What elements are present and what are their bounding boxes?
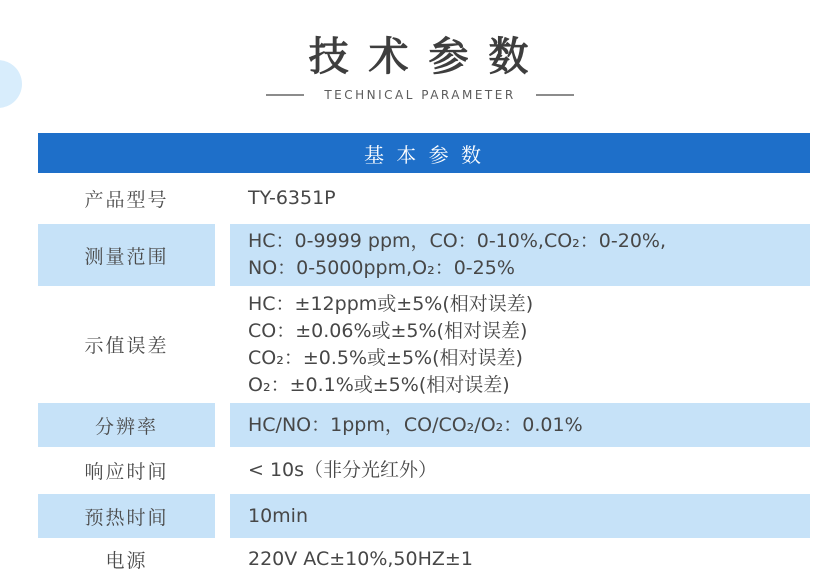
value-line: 220V AC±10%,50HZ±1	[248, 548, 473, 570]
cell-gap	[215, 447, 230, 494]
page-subtitle	[0, 88, 840, 102]
value-line: < 10s（非分光红外）	[248, 459, 438, 481]
row-value	[230, 286, 810, 403]
table-row-measure-range	[38, 224, 810, 286]
page-title: 技 术 参 数	[308, 34, 532, 80]
row-value	[230, 447, 810, 494]
row-label: 预热时间	[38, 494, 215, 538]
value-line: HC：±12ppm或±5%(相对误差)	[248, 292, 534, 315]
value-line: HC/NO：1ppm，CO/CO₂/O₂：0.01%	[248, 413, 583, 436]
row-value	[230, 224, 810, 286]
value-line: TY-6351P	[248, 187, 336, 209]
cell-gap	[215, 224, 230, 286]
table-row-power-supply	[38, 538, 810, 581]
table-row-resolution	[38, 403, 810, 447]
cell-gap	[215, 494, 230, 538]
table-row-response-time	[38, 447, 810, 494]
row-value	[230, 173, 810, 224]
row-label: 产品型号	[84, 189, 169, 211]
value-line: CO：±0.06%或±5%(相对误差)	[248, 319, 528, 342]
right-rule-line	[536, 94, 574, 96]
cell-gap	[215, 286, 230, 403]
value-line: CO₂：±0.5%或±5%(相对误差)	[248, 346, 523, 369]
value-line: 10min	[248, 504, 309, 527]
subtitle-text: TECHNICAL PARAMETER	[324, 88, 516, 102]
cell-gap	[215, 403, 230, 447]
table-section-header: 基 本 参 数	[38, 133, 810, 173]
row-label: 电源	[105, 550, 148, 572]
row-value	[230, 494, 810, 538]
value-line: NO：0-5000ppm,O₂：0-25%	[248, 257, 515, 279]
cell-gap	[215, 538, 230, 581]
spec-table	[38, 133, 810, 581]
table-row-warmup-time	[38, 494, 810, 538]
table-row-product-model	[38, 173, 810, 224]
row-value	[230, 403, 810, 447]
row-label: 分辨率	[38, 403, 215, 447]
row-label: 响应时间	[84, 461, 169, 483]
row-label: 测量范围	[38, 224, 215, 286]
value-line: HC：0-9999 ppm，CO：0-10%,CO₂：0-20%,	[248, 230, 667, 252]
value-line: O₂：±0.1%或±5%(相对误差)	[248, 373, 510, 396]
page-header	[0, 0, 840, 102]
cell-gap	[215, 173, 230, 224]
table-row-indication-error	[38, 286, 810, 403]
row-value	[230, 538, 810, 581]
left-rule-line	[266, 94, 304, 96]
row-label: 示值误差	[84, 335, 169, 357]
